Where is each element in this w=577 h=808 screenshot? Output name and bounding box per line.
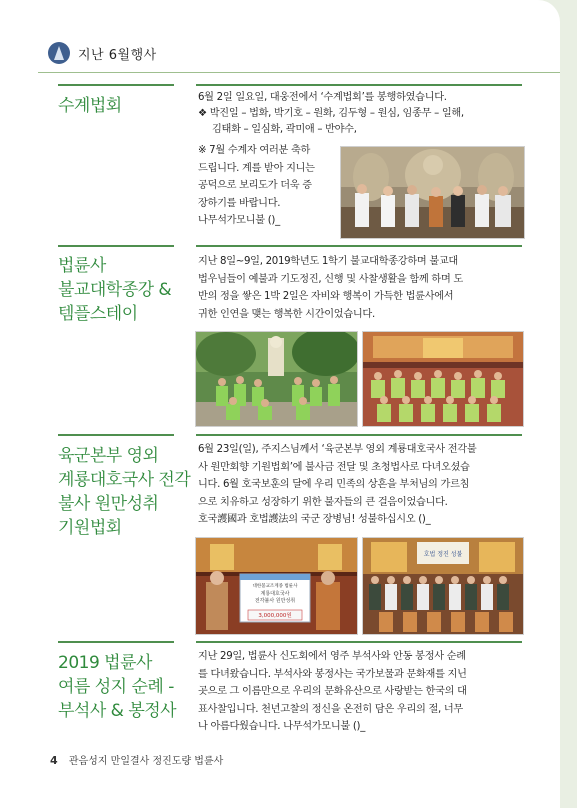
section-rule xyxy=(196,245,522,247)
section-title-ordination: 수계법회 xyxy=(58,96,122,116)
photo-text-donation-line1: 계룡대호국사 xyxy=(260,591,290,597)
section-rule xyxy=(196,84,522,86)
photo-ordination-group xyxy=(340,146,525,239)
section-body-pilgrimage: 지난 29일, 법륜사 신도회에서 영주 부석사와 안동 봉정사 순례 를 다녀왔습니다. 부석사와 봉정사는 국가보물과 문화재를 지닌 곳으로 그 이름만으로 우리의 문화유산으로 사랑받는 한국의 대 표사찰입니다. 천년고찰의 정신을 온전히 담은 우리의 절, 너무 나 아름다웠습니다. 나무석가모니불 ()_ xyxy=(198,651,467,732)
section-title-pilgrimage: 2019 법륜사 여름 성지 순례 - 부석사 & 봉정사 xyxy=(58,653,177,721)
photo-text-banner-small: 대한불교조계종 법륜사 xyxy=(252,584,298,589)
section-rule xyxy=(58,641,174,643)
section-rule xyxy=(58,434,174,436)
section-title-buddhist-college: 법륜사 불교대학종강 & 템플스테이 xyxy=(58,256,172,324)
header-title: 지난 6월행사 xyxy=(78,47,157,63)
photo-text-donation-line2: 전각불사 원만성취 xyxy=(254,598,296,604)
section-rule xyxy=(58,245,174,247)
section-rule xyxy=(58,84,174,86)
page-footer xyxy=(50,752,223,767)
photo-templestay-indoor xyxy=(362,331,524,427)
footer-text: 관음성지 만일결사 정진도량 법륜사 xyxy=(68,756,224,767)
photo-text-donation-amount: 3,000,000원 xyxy=(258,613,292,619)
section-note-ordination: ※ 7월 수계자 여러분 축하 드립니다. 계를 받아 지니는 공덕으로 보리도가 더욱 증 장하기를 바랍니다. 나무석가모니불 ()_ xyxy=(198,145,315,226)
section-rule xyxy=(196,434,522,436)
page-header xyxy=(48,38,157,68)
photo-donation-ceremony xyxy=(195,537,358,635)
section-title-army-temple: 육군본부 영외 계룡대호국사 전각 불사 원만성취 기원법회 xyxy=(58,446,191,538)
section-body-army-temple: 6월 23일(일), 주지스님께서 ‘육군본부 영외 계룡대호국사 전각불 사 원만회향 기원법회’에 불사금 전달 및 초청법사로 다녀오셨습 니다. 6월 호국보훈의 달에 우리 민족의 상흔을 부처님의 가르침 으로 치유하고 성장하기 위한 불자들의 큰 걸음이었습니다. 호국護國과 호법護法의 국군 장병님! 성불하십시오 ()_ xyxy=(198,444,477,525)
photo-text-banner-title: 호법 정진 성불 xyxy=(423,551,463,558)
section-rule xyxy=(196,641,522,643)
photo-templestay-outdoor xyxy=(195,331,358,427)
section-body-buddhist-college: 지난 8일~9일, 2019학년도 1학기 불교대학종강하며 불교대 법우님들이 예불과 기도정진, 신행 및 사찰생활을 함께 하며 도 반의 정을 쌓은 1박 2일은 자비와 행복이 가득한 법륜사에서 귀한 인연을 맺는 행복한 시간이었습니다. xyxy=(198,256,463,320)
section-body-ordination: 6월 2일 일요일, 대웅전에서 ‘수계법회’를 봉행하였습니다. ❖ 박진일 – 법화, 박기호 – 원화, 김두형 – 원심, 임종무 – 일해, 김태화 – 일심화, 곽미애 – 반야수, xyxy=(198,92,464,135)
temple-logo-icon xyxy=(48,42,70,64)
page-number: 4 xyxy=(50,754,58,767)
photo-army-group xyxy=(362,537,524,635)
header-divider xyxy=(38,72,560,73)
